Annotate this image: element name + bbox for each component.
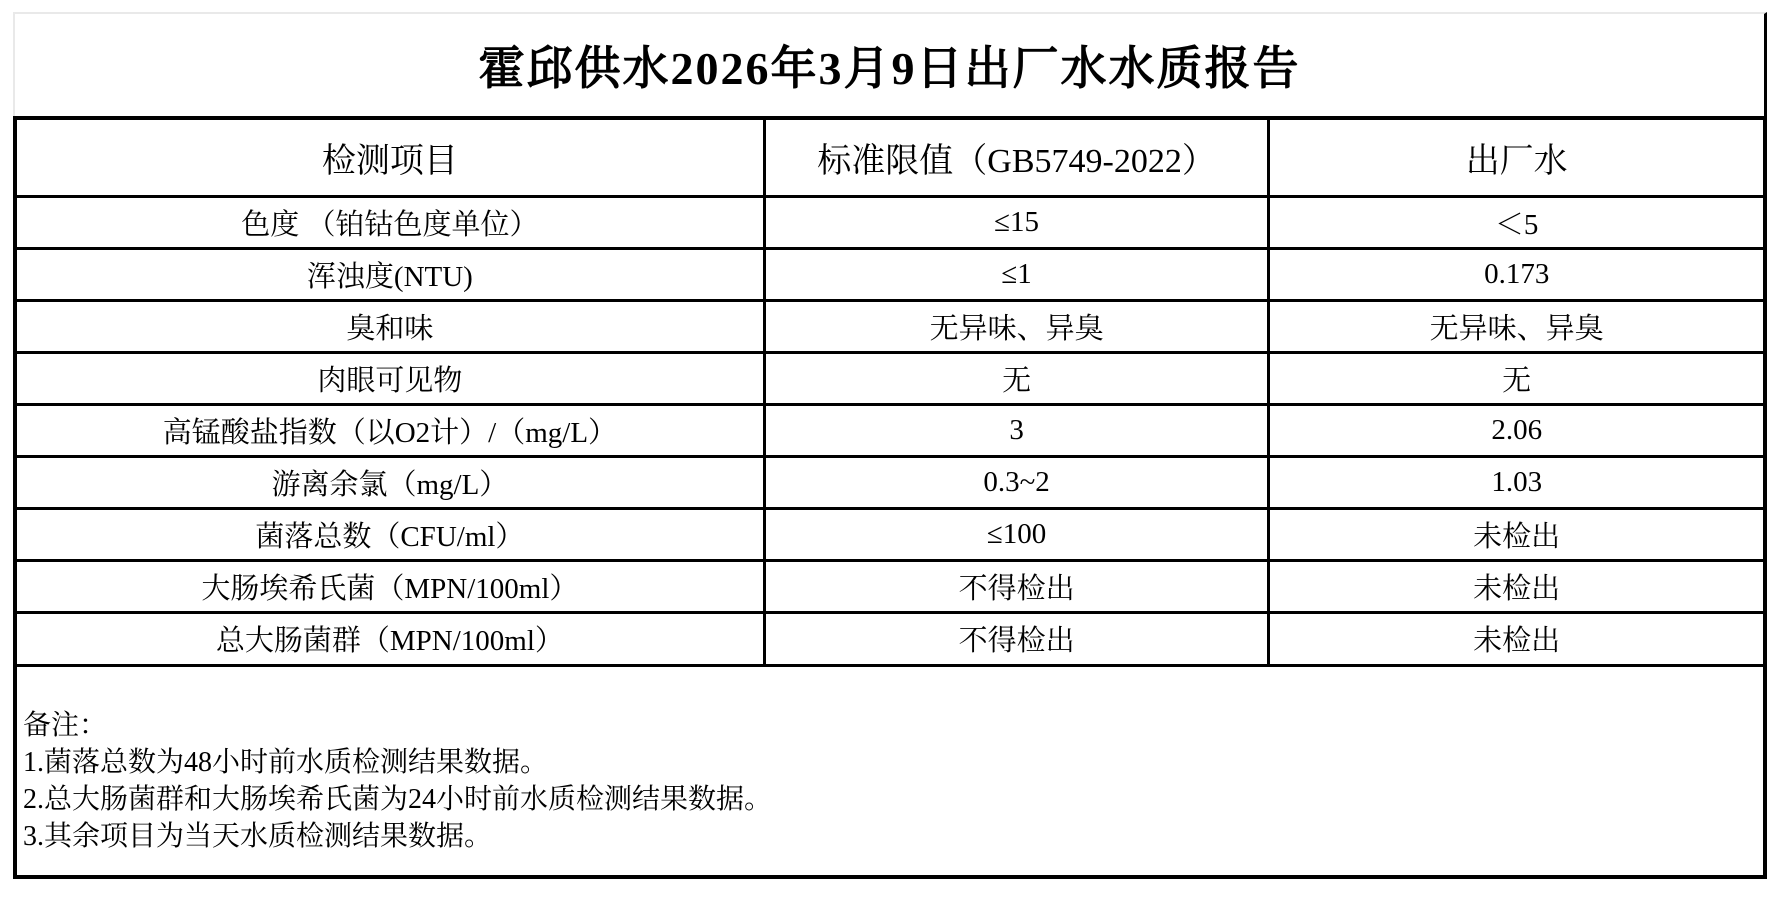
- table-row: [17, 300, 1763, 352]
- row-value-cell: 未检出: [1269, 612, 1763, 664]
- row-value-cell: 0.173: [1269, 248, 1763, 300]
- report-body-frame: [13, 116, 1767, 879]
- note-line-2: 2.总大肠菌群和大肠埃希氏菌为24小时前水质检测结果数据。: [23, 784, 773, 815]
- row-limit-cell: 无: [764, 352, 1269, 404]
- column-header-item: 检测项目: [17, 120, 764, 196]
- report-title: 霍邱供水2026年3月9日出厂水水质报告: [478, 43, 1301, 94]
- note-line-1: 1.菌落总数为48小时前水质检测结果数据。: [23, 747, 549, 778]
- row-limit-cell: 不得检出: [764, 560, 1269, 612]
- title-area: [13, 12, 1767, 116]
- row-item-cell: 总大肠菌群（MPN/100ml）: [17, 612, 764, 664]
- row-item-cell: 臭和味: [17, 300, 764, 352]
- notes-label: 备注：: [23, 710, 108, 741]
- column-header-value: 出厂水: [1269, 120, 1763, 196]
- row-limit-cell: 3: [764, 404, 1269, 456]
- row-item-cell: 大肠埃希氏菌（MPN/100ml）: [17, 560, 764, 612]
- row-limit-cell: 不得检出: [764, 612, 1269, 664]
- table-row: [17, 248, 1763, 300]
- row-value-cell: 未检出: [1269, 508, 1763, 560]
- row-value-cell: 2.06: [1269, 404, 1763, 456]
- report-table: [17, 120, 1763, 664]
- row-item-cell: 色度 （铂钴色度单位）: [17, 196, 764, 248]
- note-line-3: 3.其余项目为当天水质检测结果数据。: [23, 821, 493, 852]
- row-item-cell: 肉眼可见物: [17, 352, 764, 404]
- row-limit-cell: ≤15: [764, 196, 1269, 248]
- row-limit-cell: 0.3~2: [764, 456, 1269, 508]
- table-row: [17, 456, 1763, 508]
- notes-section: [17, 664, 1763, 875]
- row-value-cell: 无异味、异臭: [1269, 300, 1763, 352]
- table-row: [17, 612, 1763, 664]
- row-item-cell: 菌落总数（CFU/ml）: [17, 508, 764, 560]
- row-value-cell: 无: [1269, 352, 1763, 404]
- row-item-cell: 游离余氯（mg/L）: [17, 456, 764, 508]
- row-value-cell: 1.03: [1269, 456, 1763, 508]
- table-row: [17, 560, 1763, 612]
- report-table-body: [17, 196, 1763, 664]
- table-header-row: [17, 120, 1763, 196]
- water-quality-report-sheet: [13, 12, 1767, 879]
- column-header-limit: 标准限值（GB5749-2022）: [764, 120, 1269, 196]
- row-item-cell: 高锰酸盐指数（以O2计）/（mg/L）: [17, 404, 764, 456]
- row-limit-cell: ≤1: [764, 248, 1269, 300]
- table-row: [17, 352, 1763, 404]
- row-limit-cell: ≤100: [764, 508, 1269, 560]
- row-value-cell: 未检出: [1269, 560, 1763, 612]
- table-row: [17, 404, 1763, 456]
- row-item-cell: 浑浊度(NTU): [17, 248, 764, 300]
- row-value-cell: ＜5: [1269, 196, 1763, 248]
- table-row: [17, 196, 1763, 248]
- table-row: [17, 508, 1763, 560]
- row-limit-cell: 无异味、异臭: [764, 300, 1269, 352]
